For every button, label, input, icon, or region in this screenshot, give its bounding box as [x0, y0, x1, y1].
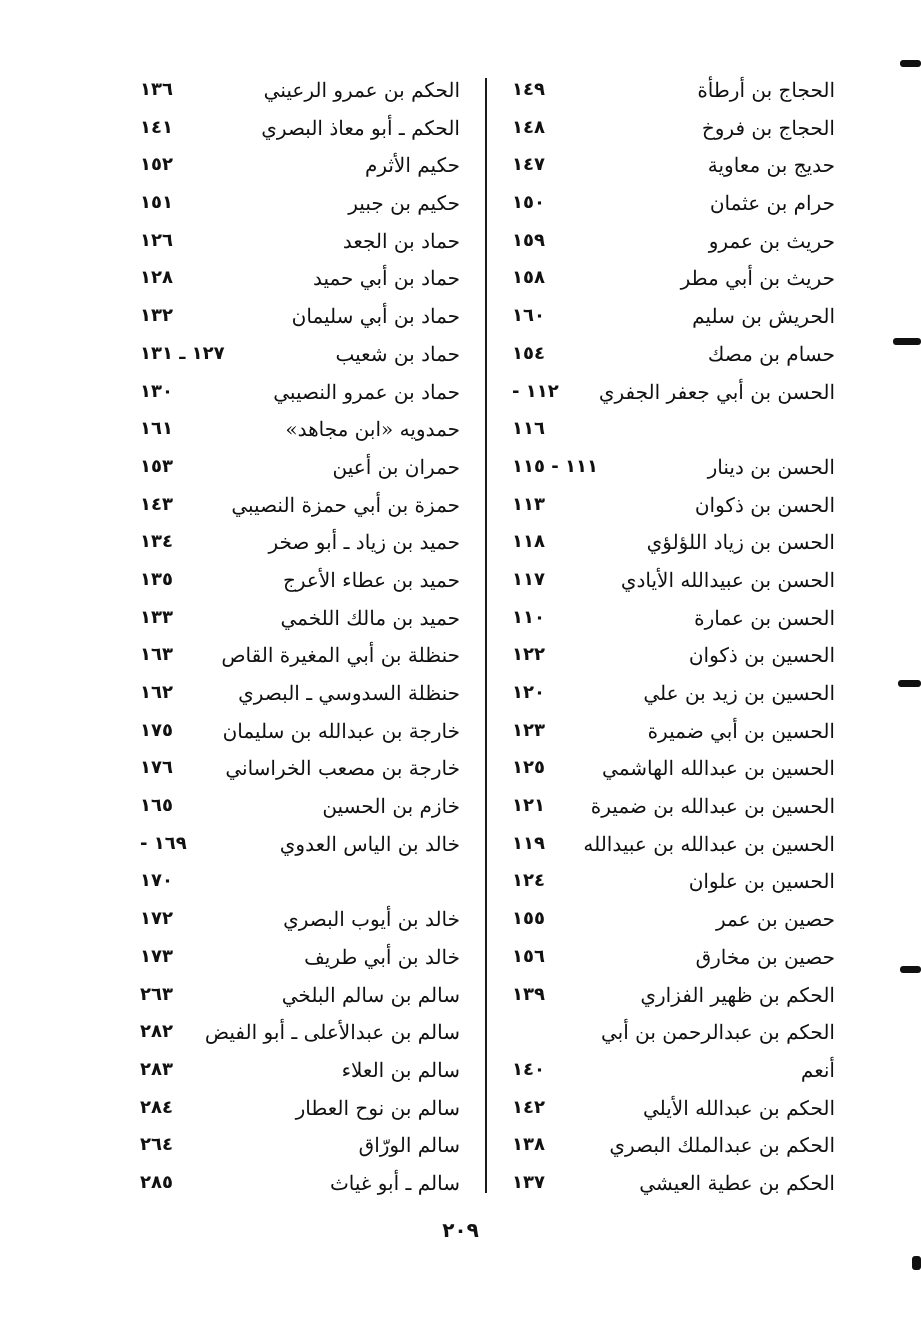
- entry-name: الحكم بن عطية العيشي: [639, 1170, 835, 1195]
- index-entry: [500, 562, 835, 600]
- entry-page-number: ١٢٣: [512, 719, 545, 741]
- entry-name: حصين بن مخارق: [695, 944, 835, 969]
- column-divider: [485, 78, 487, 1193]
- entry-page-number: ١١٨: [512, 531, 545, 553]
- entry-page-number: ١٣٨: [512, 1134, 545, 1156]
- entry-page-number: ١٥٦: [512, 945, 545, 967]
- index-entry: [130, 336, 460, 374]
- entry-page-number: ١٦٩ -: [140, 832, 187, 854]
- entry-name: حسام بن مصك: [707, 341, 835, 366]
- entry-page-number: ١٣٧: [512, 1171, 545, 1193]
- entry-page-number: ١٥٨: [512, 267, 545, 289]
- index-entry: [130, 487, 460, 525]
- entry-name: حرام بن عثمان: [709, 191, 835, 216]
- index-entry: [130, 562, 460, 600]
- index-entry: [500, 637, 835, 675]
- entry-page-number: ١١٢ -: [512, 380, 559, 402]
- entry-page-number: ١٧٦: [140, 757, 173, 779]
- entry-name: الحسن بن عبيدالله الأيادي: [620, 567, 835, 592]
- entry-page-number: ١٢٦: [140, 229, 173, 251]
- entry-page-number: ١٢٨: [140, 267, 173, 289]
- entry-page-number: ١٦٠: [512, 305, 545, 327]
- entry-name: حماد بن الجعد: [342, 228, 460, 253]
- entry-name: حريث بن أبي مطر: [680, 266, 835, 291]
- entry-page-number: ١٤٠: [512, 1058, 545, 1080]
- entry-name: الحكم بن عبدالملك البصري: [609, 1133, 835, 1158]
- index-entry: [130, 185, 460, 223]
- entry-page-number: ١٣٢: [140, 305, 173, 327]
- entry-page-number: ١١١ - ١١٥: [512, 455, 598, 477]
- entry-page-number: ١٧٣: [140, 945, 173, 967]
- entry-page-number: ١٥٣: [140, 455, 173, 477]
- entry-page-number: ٢٨٣: [140, 1058, 173, 1080]
- index-entry: [500, 826, 835, 864]
- entry-name: الحكم بن عبدالله الأيلي: [642, 1095, 835, 1120]
- index-entry: [130, 110, 460, 148]
- entry-page-number: ١٧٢: [140, 908, 173, 930]
- entry-page-number: ١١٧: [512, 568, 545, 590]
- entry-name: الحسن بن دينار: [707, 454, 835, 479]
- entry-name: الحسن بن زياد اللؤلؤي: [646, 530, 835, 555]
- index-entry: [130, 826, 460, 864]
- index-entry: [130, 600, 460, 638]
- entry-name: سالم بن عبدالأعلى ـ أبو الفيض: [204, 1020, 460, 1045]
- index-entry: [130, 713, 460, 751]
- index-entry: [500, 260, 835, 298]
- index-entry: [130, 863, 460, 901]
- entry-page-number: ١٥٥: [512, 908, 545, 930]
- entry-name: سالم بن نوح العطار: [295, 1095, 460, 1120]
- index-entry: [130, 298, 460, 336]
- entry-name: الحسن بن عمارة: [694, 605, 835, 630]
- entry-name: الحكم بن عبدالرحمن بن أبي: [600, 1020, 835, 1045]
- index-entry: [130, 901, 460, 939]
- entry-page-number: ١٤١: [140, 116, 173, 138]
- index-entry: [500, 901, 835, 939]
- entry-name: الحسن بن ذكوان: [694, 492, 835, 517]
- entry-name: الحجاج بن أرطأة: [697, 78, 835, 102]
- entry-name: سالم ـ أبو غياث: [329, 1170, 460, 1195]
- entry-page-number: ١٣٤: [140, 531, 173, 553]
- entry-page-number: ١١٦: [512, 418, 545, 440]
- entry-name: حماد بن عمرو النصيبي: [273, 379, 460, 404]
- entry-name: حريث بن عمرو: [708, 228, 835, 253]
- entry-name: حمزة بن أبي حمزة النصيبي: [231, 492, 460, 517]
- entry-page-number: ١٣٣: [140, 606, 173, 628]
- scan-edge-mark: [893, 338, 921, 345]
- entry-name: الحسين بن عبدالله بن عبيدالله: [583, 831, 835, 856]
- entry-page-number: ٢٨٢: [140, 1021, 173, 1043]
- entry-name: حصين بن عمر: [715, 907, 835, 932]
- entry-name: خالد بن أيوب البصري: [283, 907, 460, 932]
- index-entry: [500, 147, 835, 185]
- entry-page-number: ١٤٣: [140, 493, 173, 515]
- index-entry: [500, 977, 835, 1015]
- index-entry: [500, 449, 835, 487]
- entry-name: حميد بن عطاء الأعرج: [282, 567, 460, 592]
- entry-page-number: ١٦١: [140, 418, 173, 440]
- entry-page-number: ١٤٩: [512, 79, 545, 100]
- index-entry: [130, 1165, 460, 1203]
- index-entry: [500, 411, 835, 449]
- entry-name: الحسين بن عبدالله بن ضميرة: [590, 794, 835, 819]
- scan-edge-mark: [912, 1256, 921, 1270]
- entry-page-number: ١٥١: [140, 192, 173, 214]
- entry-page-number: ١٤٨: [512, 116, 545, 138]
- entry-name: سالم بن سالم البلخي: [281, 982, 460, 1007]
- index-entry: [500, 1127, 835, 1165]
- entry-page-number: ١١٩: [512, 832, 545, 854]
- entry-page-number: ٢٨٥: [140, 1171, 173, 1193]
- index-entry: [500, 713, 835, 751]
- index-entry: [130, 411, 460, 449]
- entry-name: الحسن بن أبي جعفر الجفري: [598, 379, 835, 404]
- index-entry: [130, 72, 460, 110]
- index-entry: [130, 977, 460, 1015]
- entry-page-number: ١٥٤: [512, 342, 545, 364]
- index-entry: [500, 750, 835, 788]
- entry-name: سالم الورّاق: [358, 1133, 460, 1158]
- entry-name: حماد بن أبي سليمان: [291, 304, 460, 329]
- entry-name: حماد بن شعيب: [335, 341, 460, 366]
- entry-page-number: ١٢٤: [512, 870, 545, 892]
- index-entry: [130, 788, 460, 826]
- entry-page-number: ١٧٥: [140, 719, 173, 741]
- entry-name: خارجة بن عبدالله بن سليمان: [222, 718, 460, 743]
- entry-name: الحسين بن ذكوان: [688, 643, 835, 668]
- index-column-left: [130, 72, 460, 1203]
- index-entry: [130, 1127, 460, 1165]
- index-entry: [500, 72, 835, 110]
- entry-name: حميد بن زياد ـ أبو صخر: [268, 530, 460, 555]
- index-entry: [500, 1165, 835, 1203]
- entry-page-number: ١٣٥: [140, 568, 173, 590]
- entry-name: خازم بن الحسين: [322, 794, 460, 819]
- entry-name: حمران بن أعين: [332, 454, 460, 479]
- entry-name: الحكم بن ظهير الفزاري: [640, 982, 835, 1007]
- entry-name: الحسين بن أبي ضميرة: [647, 718, 835, 743]
- entry-page-number: ٢٦٤: [140, 1134, 173, 1156]
- index-entry: [500, 788, 835, 826]
- entry-page-number: ١٢٥: [512, 757, 545, 779]
- index-entry: [130, 1090, 460, 1128]
- index-entry: [130, 374, 460, 412]
- entry-page-number: ١٢١: [512, 795, 545, 817]
- index-entry: [130, 750, 460, 788]
- entry-name: حكيم الأثرم: [364, 153, 460, 178]
- index-entry: [500, 223, 835, 261]
- entry-page-number: ١٣٦: [140, 79, 173, 100]
- index-entry: [500, 487, 835, 525]
- entry-name: خالد بن أبي طريف: [304, 944, 460, 969]
- index-entry: [500, 110, 835, 148]
- index-entry: [500, 1090, 835, 1128]
- entry-name: حديج بن معاوية: [707, 153, 835, 178]
- index-entry: [130, 449, 460, 487]
- scan-edge-mark: [900, 966, 921, 973]
- index-entry: [130, 260, 460, 298]
- entry-page-number: ١٣٠: [140, 380, 173, 402]
- scan-edge-mark: [898, 680, 921, 687]
- entry-page-number: ١٤٧: [512, 154, 545, 176]
- scan-edge-mark: [900, 60, 921, 67]
- entry-name: الحجاج بن فروخ: [701, 115, 835, 140]
- entry-page-number: ١٢٧ ـ ١٣١: [140, 342, 225, 364]
- index-entry: [130, 223, 460, 261]
- entry-name: خارجة بن مصعب الخراساني: [225, 756, 460, 781]
- index-entry: [130, 1052, 460, 1090]
- entry-page-number: ١٦٢: [140, 682, 173, 703]
- index-entry: [500, 185, 835, 223]
- index-column-right: [500, 72, 835, 1203]
- index-entry: [500, 675, 835, 713]
- entry-name: سالم بن العلاء: [341, 1057, 460, 1082]
- index-entry: [500, 1014, 835, 1052]
- entry-name: الحريش بن سليم: [692, 304, 835, 329]
- entry-name: الحسين بن عبدالله الهاشمي: [602, 756, 835, 781]
- index-entry: [130, 1014, 460, 1052]
- entry-page-number: ١٧٠: [140, 870, 173, 892]
- entry-page-number: ١٣٩: [512, 983, 545, 1005]
- entry-page-number: ١٥٢: [140, 154, 173, 176]
- index-entry: [500, 1052, 835, 1090]
- entry-page-number: ١١٠: [512, 606, 545, 628]
- entry-page-number: ٢٨٤: [140, 1096, 173, 1118]
- entry-page-number: ١٢٠: [512, 682, 545, 703]
- index-entry: [500, 298, 835, 336]
- entry-name: حميد بن مالك اللخمي: [280, 605, 460, 630]
- entry-name: الحكم بن عمرو الرعيني: [263, 78, 460, 102]
- index-entry: [500, 600, 835, 638]
- index-entry: [130, 524, 460, 562]
- entry-name: الحكم ـ أبو معاذ البصري: [261, 115, 460, 140]
- index-entry: [500, 374, 835, 412]
- index-entry: [130, 675, 460, 713]
- index-entry: [500, 939, 835, 977]
- page-number: ٢٠٩: [442, 1218, 479, 1242]
- entry-page-number: ٢٦٣: [140, 983, 173, 1005]
- entry-name: حمدويه «ابن مجاهد»: [285, 417, 460, 442]
- entry-page-number: ١٦٣: [140, 644, 173, 666]
- entry-name: أنعم: [800, 1057, 835, 1082]
- entry-name: حكيم بن جبير: [348, 191, 460, 216]
- entry-page-number: ١٦٥: [140, 795, 173, 817]
- entry-page-number: ١٥٩: [512, 229, 545, 251]
- entry-page-number: ١٢٢: [512, 644, 545, 666]
- entry-page-number: ١١٣: [512, 493, 545, 515]
- entry-name: الحسين بن علوان: [688, 869, 835, 894]
- index-entry: [130, 939, 460, 977]
- entry-name: خالد بن الياس العدوي: [279, 831, 460, 856]
- entry-page-number: ١٤٢: [512, 1096, 545, 1118]
- entry-name: الحسين بن زيد بن علي: [643, 681, 835, 705]
- index-entry: [500, 524, 835, 562]
- index-entry: [500, 863, 835, 901]
- entry-name: حنظلة السدوسي ـ البصري: [238, 681, 460, 705]
- entry-name: حماد بن أبي حميد: [312, 266, 460, 291]
- index-entry: [500, 336, 835, 374]
- entry-name: حنظلة بن أبي المغيرة القاص: [221, 643, 460, 668]
- index-entry: [130, 637, 460, 675]
- index-entry: [130, 147, 460, 185]
- entry-page-number: ١٥٠: [512, 192, 545, 214]
